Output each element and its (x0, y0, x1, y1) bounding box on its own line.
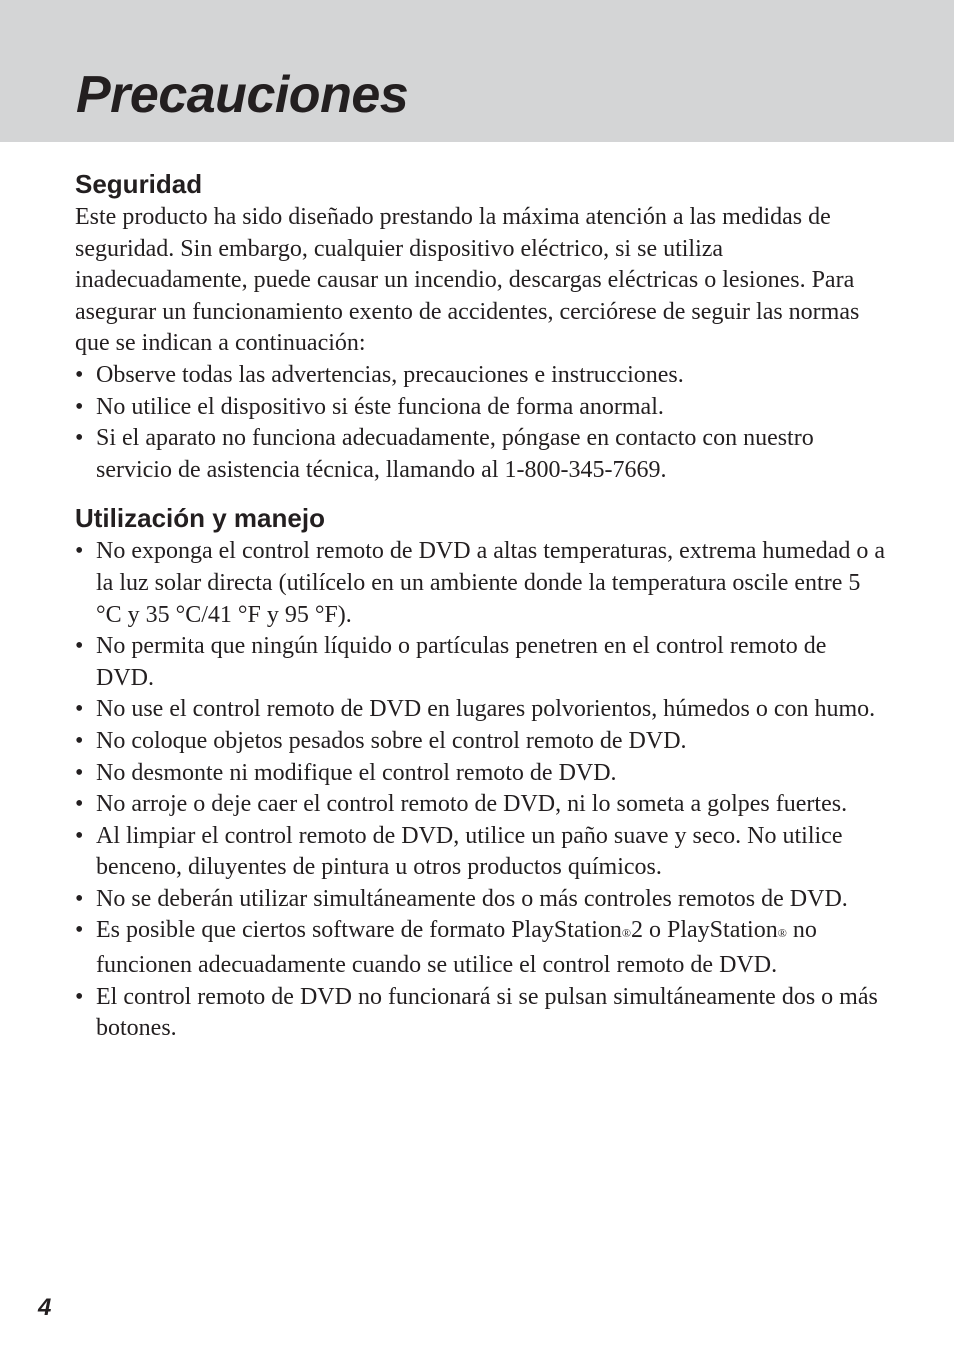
section-heading-utilizacion: Utilización y manejo (75, 503, 325, 534)
page-number: 4 (38, 1294, 52, 1321)
registered-mark: ® (621, 926, 632, 941)
bullet-glyph: • (75, 696, 84, 723)
bullet-glyph: • (75, 538, 84, 565)
utilizacion-list (75, 536, 890, 1045)
list-item: • Si el aparato no funciona adecuadamente, póngase en contacto con nuestro servicio de asistencia técnica, llamando al 1-800-345-7669. (75, 425, 814, 483)
bullet-glyph: • (75, 425, 84, 452)
bullet-glyph: • (75, 885, 84, 912)
list-item: • Al limpiar el control remoto de DVD, utilice un paño suave y seco. No utilice benceno, diluyentes de pintura u otros productos químicos. (75, 822, 843, 881)
bullet-glyph: • (75, 633, 84, 660)
bullet-glyph: • (75, 727, 84, 754)
list-item: • No utilice el dispositivo si éste funciona de forma anormal. (75, 392, 890, 424)
list-item: • No use el control remoto de DVD en lugares polvorientos, húmedos o con humo. (75, 694, 890, 726)
content (75, 166, 890, 1045)
list-item: • No se deberán utilizar simultáneamente dos o más controles remotos de DVD. (75, 884, 890, 916)
list-item-playstation: • Es posible que ciertos software de formato PlayStation®2 o PlayStation® no funcionen adecuadamente cuando se utilice el control remoto de DVD. (75, 917, 817, 979)
list-item: • Observe todas las advertencias, precauciones e instrucciones. (75, 360, 890, 392)
list-item: • No permita que ningún líquido o partículas penetren en el control remoto de DVD. (75, 633, 827, 691)
bullet-glyph: • (75, 822, 84, 849)
bullet-glyph: • (75, 361, 84, 388)
list-item: • No exponga el control remoto de DVD a altas temperaturas, extrema humedad o a la luz solar directa (utilícelo en un ambiente donde la temperatura oscile entre 5 °C y 35 °C/41 °F y 95 °F). (75, 538, 886, 628)
seguridad-list (75, 360, 890, 486)
bullet-glyph: • (75, 791, 84, 818)
seguridad-paragraph: Este producto ha sido diseñado prestando la máxima atención a las medidas de seguridad. Sin embargo, cualquier dispositivo eléctrico, si se utiliza inadecuadamente, puede causar un incendio, descargas eléctricas o lesiones. Para asegurar un funcionamiento exento de accidentes, cerciórese de seguir las normas que se indican a continuación: (75, 204, 860, 357)
list-item: • No desmonte ni modifique el control remoto de DVD. (75, 758, 890, 790)
bullet-glyph: • (75, 917, 84, 944)
section-heading-seguridad: Seguridad (75, 169, 203, 199)
bullet-glyph: • (75, 759, 84, 786)
list-item: • El control remoto de DVD no funcionará si se pulsan simultáneamente dos o más botones. (75, 983, 878, 1042)
bullet-glyph: • (75, 393, 84, 420)
list-item: • No arroje o deje caer el control remoto de DVD, ni lo someta a golpes fuertes. (75, 789, 890, 821)
list-item: • No coloque objetos pesados sobre el control remoto de DVD. (75, 726, 890, 758)
bullet-glyph: • (75, 983, 84, 1010)
page-title: Precauciones (76, 66, 409, 124)
registered-mark: ® (777, 926, 787, 941)
